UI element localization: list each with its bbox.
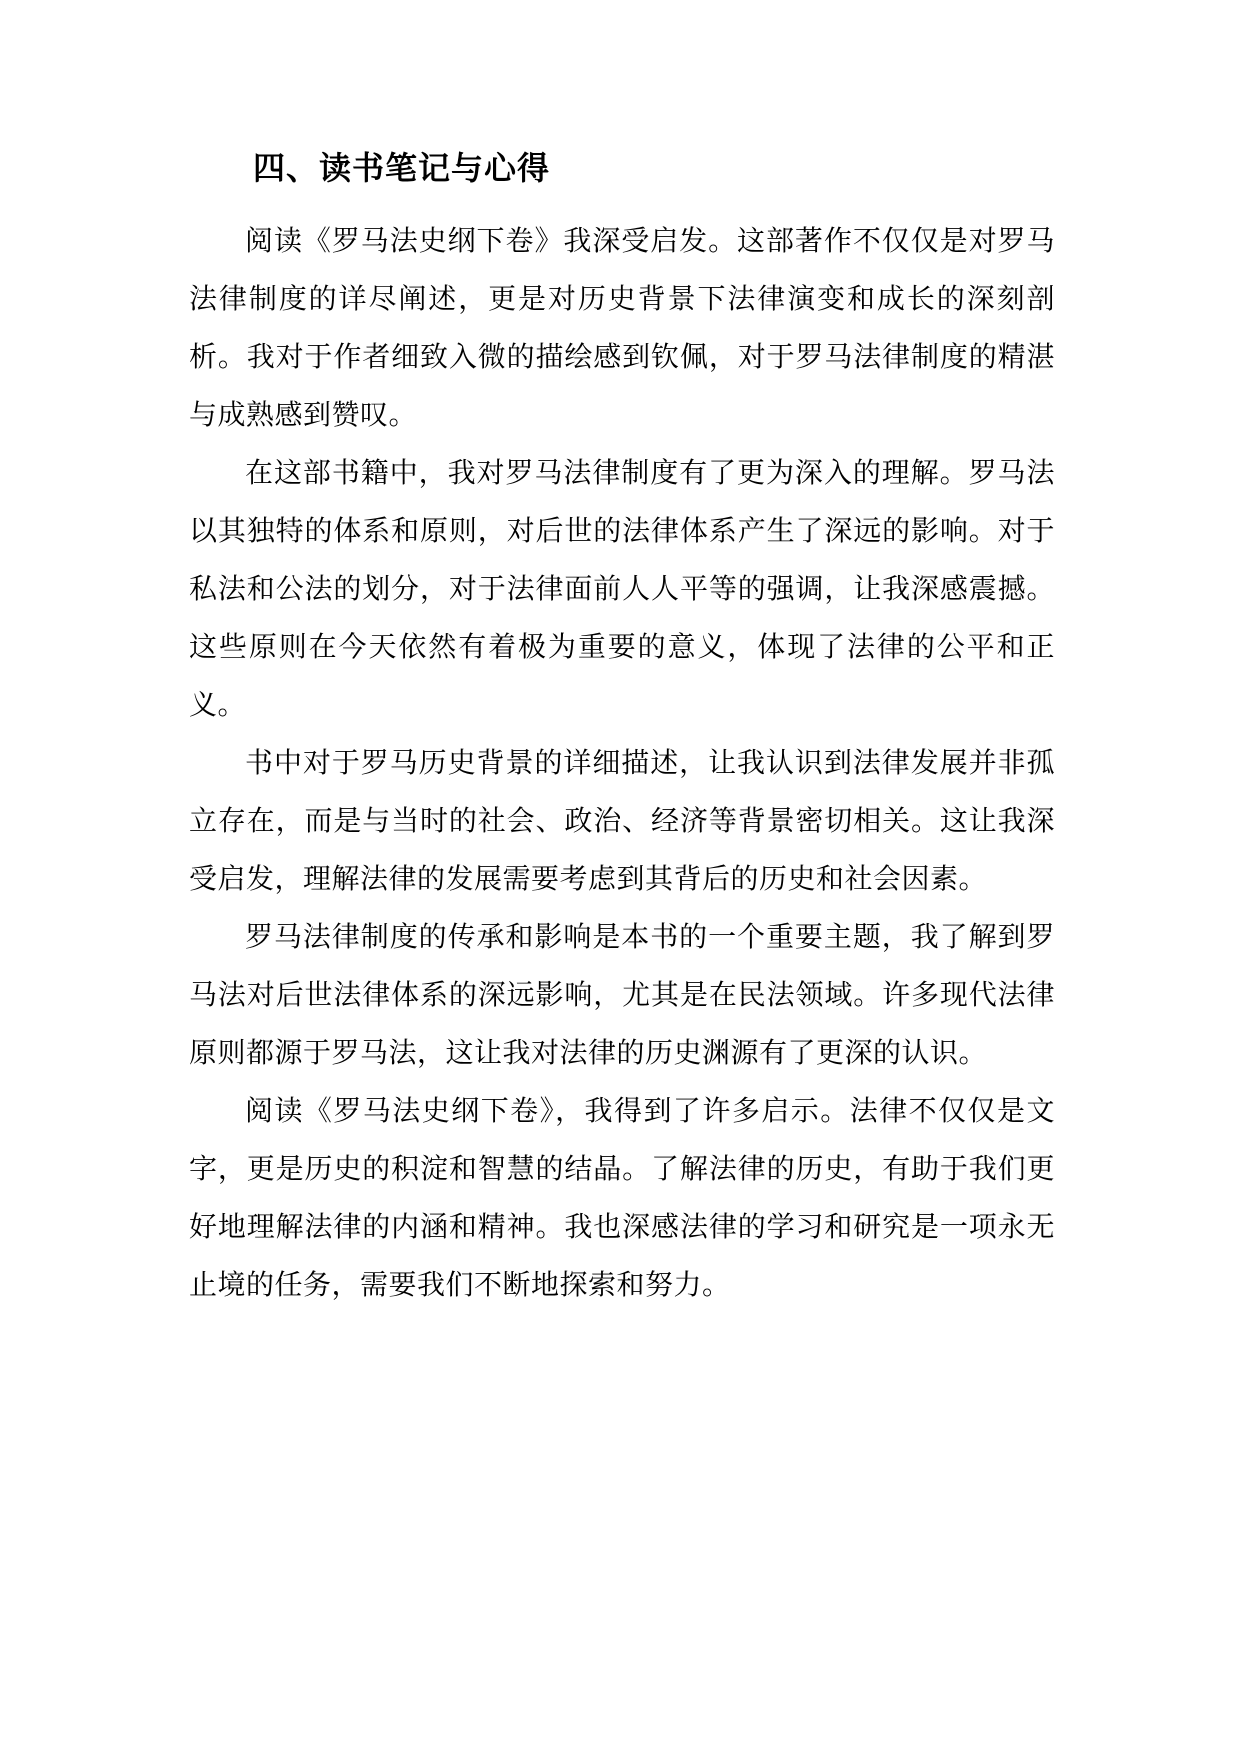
- paragraph: 阅读《罗马法史纲下卷》我深受启发。这部著作不仅仅是对罗马法律制度的详尽阐述，更是对历史背景下法律演变和成长的深刻剖析。我对于作者细致入微的描绘感到钦佩，对于罗马法律制度的精湛与成熟感到赞叹。: [189, 224, 1055, 431]
- paragraph: 阅读《罗马法史纲下卷》，我得到了许多启示。法律不仅仅是文字，更是历史的积淀和智慧的结晶。了解法律的历史，有助于我们更好地理解法律的内涵和精神。我也深感法律的学习和研究是一项永无止境的任务，需要我们不断地探索和努力。: [189, 1094, 1055, 1301]
- paragraph: 罗马法律制度的传承和影响是本书的一个重要主题，我了解到罗马法对后世法律体系的深远影响，尤其是在民法领域。许多现代法律原则都源于罗马法，这让我对法律的历史渊源有了更深的认识。: [189, 920, 1055, 1069]
- paragraph: 书中对于罗马历史背景的详细描述，让我认识到法律发展并非孤立存在，而是与当时的社会、政治、经济等背景密切相关。这让我深受启发，理解法律的发展需要考虑到其背后的历史和社会因素。: [189, 746, 1055, 895]
- section-heading: 四、读书笔记与心得: [253, 149, 551, 187]
- body-text: [189, 212, 1055, 1314]
- paragraph: 在这部书籍中，我对罗马法律制度有了更为深入的理解。罗马法以其独特的体系和原则，对后世的法律体系产生了深远的影响。对于私法和公法的划分，对于法律面前人人平等的强调，让我深感震撼。这些原则在今天依然有着极为重要的意义，体现了法律的公平和正义。: [189, 456, 1055, 721]
